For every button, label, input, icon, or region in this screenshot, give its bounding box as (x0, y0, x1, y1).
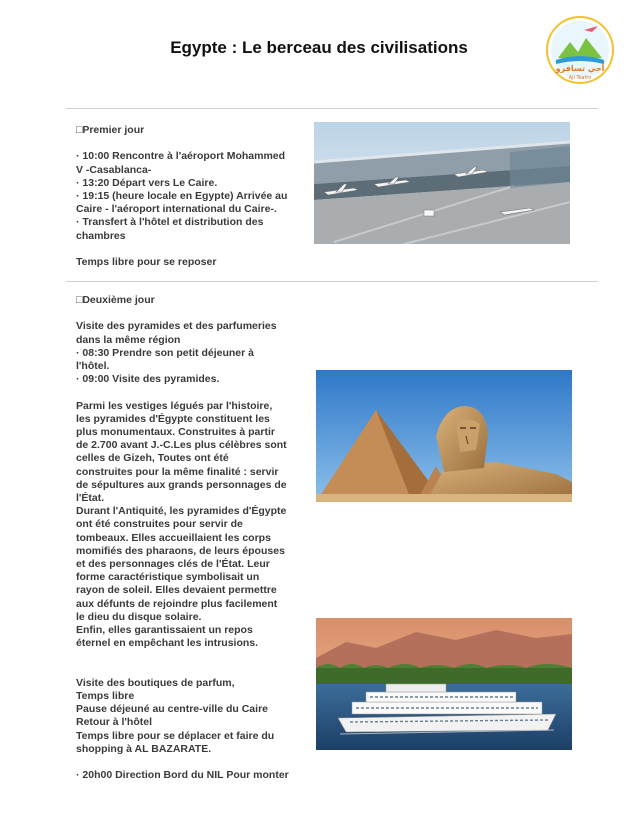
day2-evening-line: · 20h00 Direction Bord du NIL Pour monter (76, 769, 289, 782)
day2-intro-line: l'hôtel. (76, 360, 110, 372)
day2-section (76, 294, 302, 782)
day2-afternoon-line: Temps libre pour se déplacer et faire du (76, 729, 275, 742)
day2-intro-line: Visite des pyramides et des parfumeries (76, 320, 277, 333)
day1-line: · Transfert à l'hôtel et distribution des (76, 216, 264, 229)
day2-afternoon-line: shopping à AL BAZARATE. (76, 742, 212, 755)
sphinx-pyramid-photo (316, 370, 572, 502)
day2-afternoon-line: Temps libre (76, 690, 135, 703)
day2-history-line: Parmi les vestiges légués par l'histoire, (76, 399, 273, 412)
day2-history-line: le dieu du disque solaire. (76, 610, 202, 623)
day2-history-line: ont été construites pour servir de (76, 518, 243, 531)
day2-afternoon-line: Retour à l'hôtel (76, 716, 153, 729)
day2-history-line: construites pour la même finalité : servir (76, 465, 279, 478)
agency-logo (544, 14, 616, 86)
day2-history-line: et des personnages clés de l'État. Leur (76, 558, 270, 571)
divider (66, 108, 598, 109)
day2-intro-line: dans la même région (76, 333, 181, 346)
page-title: Egypte : Le berceau des civilisations (170, 38, 468, 57)
day2-afternoon-line: Pause déjeuné au centre-ville du Caire (76, 703, 268, 716)
day2-history-line: Enfin, elles garantissaient un repos (76, 624, 253, 637)
day2-afternoon-line: Visite des boutiques de parfum, (76, 676, 235, 689)
day1-line: · 19:15 (heure locale en Egypte) Arrivée au (76, 190, 288, 202)
day1-line: · 10:00 Rencontre à l'aéroport Mohammed (76, 150, 286, 163)
day2-history-line: les pyramides d'Égypte constituent les (76, 412, 270, 425)
day2-history-line: éternel en empêchant les intrusions. (76, 637, 259, 650)
day1-free-time: Temps libre pour se reposer (76, 256, 217, 268)
day2-history-line: momifiés des pharaons, de leurs épouses (76, 544, 285, 557)
day2-history-line: de sépultures aux grands personnages de (76, 478, 287, 491)
logo-arabic-text: أجي تسافرو (555, 64, 605, 73)
day1-section (76, 124, 302, 269)
day2-history-line: de 2.700 avant J.-C.Les plus célèbres sont (76, 439, 287, 452)
day2-intro-line: · 09:00 Visite des pyramides. (76, 373, 220, 386)
logo-latin-text: Aji Tsafro (568, 75, 592, 81)
day2-history-line: forme caractéristique symbolisait un (76, 571, 260, 584)
day2-history-line: plus monumentaux. Construites à partir (76, 426, 275, 438)
day2-history-line: l'État. (76, 492, 105, 505)
day1-line: Caire - l'aéroport international du Caire-. (76, 203, 277, 216)
day2-history-line: rayon de soleil. Elles devaient permettre (76, 584, 277, 597)
day1-line: · 13:20 Départ vers Le Caire. (76, 176, 218, 189)
nile-cruise-photo (316, 618, 572, 750)
day1-line: chambres (76, 229, 126, 242)
day1-line: V -Casablanca- (76, 163, 152, 176)
day2-history-line: tombeaux. Elles accueillaient les corps (76, 531, 271, 544)
day2-history-line: Durant l'Antiquité, les pyramides d'Égypte (76, 505, 287, 518)
day1-heading: □Premier jour (76, 124, 145, 136)
divider (66, 281, 598, 282)
day2-history-line: celles de Gizeh, Toutes ont été (76, 452, 229, 465)
day2-history-line: aux défunts de rejoindre plus facilement (76, 597, 278, 610)
day2-heading: □Deuxième jour (76, 294, 155, 306)
day2-intro-line: · 08:30 Prendre son petit déjeuner à (76, 346, 254, 359)
airport-photo (314, 122, 570, 244)
